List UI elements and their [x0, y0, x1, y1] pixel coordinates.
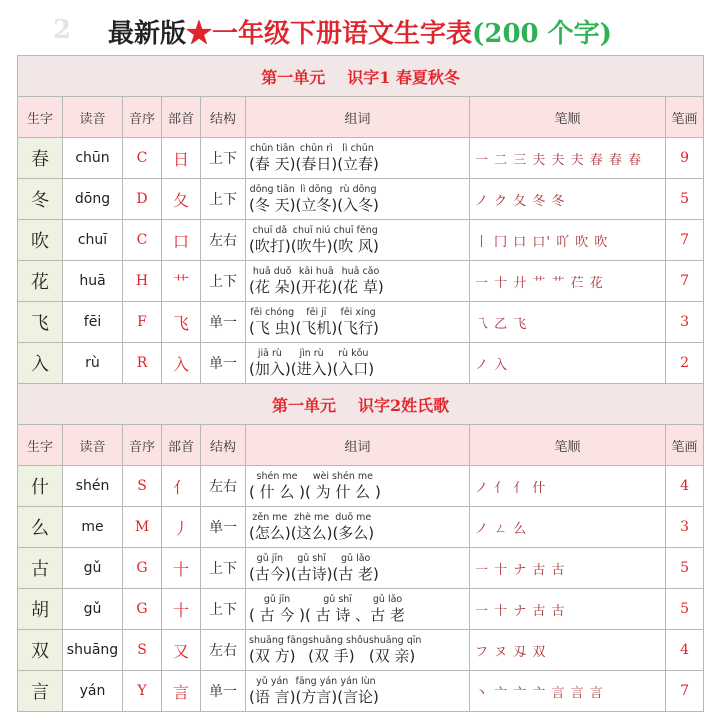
- star-icon: ★: [186, 19, 213, 49]
- cell-character: 双: [18, 630, 63, 671]
- cell-stroke-order: 一 十 ナ 古 古: [470, 589, 666, 630]
- column-header-row: [18, 425, 704, 466]
- cell-stroke-count: 5: [666, 548, 704, 589]
- word-item: [332, 553, 378, 583]
- table-row: [18, 302, 704, 343]
- word-item: [249, 594, 305, 624]
- word-text: (进入): [290, 360, 333, 378]
- cell-stroke-count: 7: [666, 220, 704, 261]
- word-item: [337, 676, 379, 706]
- word-text: ( 什 么 ): [249, 483, 306, 501]
- word-pinyin: chūn rì: [299, 143, 333, 154]
- word-text: (这么): [290, 524, 333, 542]
- word-pinyin: chūn tiān: [249, 143, 295, 154]
- cell-stroke-order: 一 二 三 夫 夫 夫 春 春 春: [470, 138, 666, 179]
- word-text: (入冬): [337, 196, 379, 214]
- word-pinyin: duō me: [335, 512, 372, 523]
- word-text: (古诗): [290, 565, 333, 583]
- unit-label: 第一单元: [271, 395, 336, 415]
- cell-pinyin: rù: [63, 343, 123, 384]
- cell-radical: 口: [162, 220, 201, 261]
- title-part-subject: 一年级下册语文生字表: [212, 19, 473, 49]
- table-row: [18, 343, 704, 384]
- col-header-seq: 音序: [123, 97, 162, 138]
- cell-words: [246, 261, 470, 302]
- cell-stroke-count: 7: [666, 671, 704, 712]
- cell-structure: 上下: [201, 261, 246, 302]
- cell-words: [246, 671, 470, 712]
- cell-pinyin: shén: [63, 466, 123, 507]
- word-pinyin: jiā rù: [257, 348, 282, 359]
- word-item: [369, 635, 422, 665]
- cell-character: 胡: [18, 589, 63, 630]
- word-item: [291, 553, 333, 583]
- cell-stroke-order: 丨 冂 口 口' 吖 吹 吹: [470, 220, 666, 261]
- word-pinyin: dōng tiān: [249, 184, 295, 195]
- word-item: [291, 348, 333, 378]
- cell-character: 飞: [18, 302, 63, 343]
- word-pinyin: lì dōng: [300, 184, 333, 195]
- word-pinyin: zhè me: [294, 512, 330, 523]
- cell-structure: 单一: [201, 343, 246, 384]
- left-margin: [0, 0, 17, 707]
- word-pinyin: rù dōng: [339, 184, 377, 195]
- table-row: [18, 507, 704, 548]
- col-header-words: 组词: [246, 97, 470, 138]
- word-item: [291, 512, 333, 542]
- word-pinyin: fēi jī: [306, 307, 327, 318]
- col-header-pinyin: 读音: [63, 97, 123, 138]
- cell-stroke-order: 一 十 ナ 古 古: [470, 548, 666, 589]
- cell-stroke-count: 7: [666, 261, 704, 302]
- word-pinyin: yán lùn: [340, 676, 376, 687]
- cell-pinyin: me: [63, 507, 123, 548]
- column-header-row: [18, 97, 704, 138]
- word-pinyin: yǔ yán: [256, 676, 289, 687]
- cell-radical: 言: [162, 671, 201, 712]
- word-text: (双 亲): [368, 647, 416, 665]
- cell-structure: 上下: [201, 548, 246, 589]
- cell-sequence-letter: M: [123, 507, 162, 548]
- col-header-structure: 结构: [201, 425, 246, 466]
- word-item: [337, 307, 379, 337]
- cell-structure: 单一: [201, 302, 246, 343]
- word-text: (花 草): [337, 278, 384, 296]
- word-pinyin: rù kǒu: [338, 348, 369, 359]
- word-item: [337, 184, 379, 214]
- cell-stroke-order: ノ 亻 亻 什: [470, 466, 666, 507]
- word-pinyin: chuī fēng: [333, 225, 378, 236]
- word-text: (言论): [337, 688, 379, 706]
- cell-structure: 左右: [201, 466, 246, 507]
- cell-radical: 飞: [162, 302, 201, 343]
- word-pinyin: huā duǒ: [252, 266, 292, 277]
- document-title: [17, 0, 703, 55]
- word-item: [337, 143, 379, 173]
- word-text: 古 老: [370, 606, 405, 624]
- word-text: (双 手): [308, 647, 355, 665]
- cell-sequence-letter: C: [123, 220, 162, 261]
- cell-pinyin: gǔ: [63, 589, 123, 630]
- cell-pinyin: gǔ: [63, 548, 123, 589]
- cell-stroke-order: 一 十 廾 艹 艹 芢 花: [470, 261, 666, 302]
- cell-character: 吹: [18, 220, 63, 261]
- cell-words: [246, 548, 470, 589]
- cell-sequence-letter: Y: [123, 671, 162, 712]
- word-text: (双 方): [249, 647, 296, 665]
- cell-sequence-letter: D: [123, 179, 162, 220]
- word-pinyin: kāi huā: [298, 266, 334, 277]
- col-header-radical: 部首: [162, 425, 201, 466]
- word-pinyin: gǔ jīn: [263, 594, 291, 605]
- cell-words: [246, 507, 470, 548]
- col-header-char: 生字: [18, 97, 63, 138]
- cell-structure: 上下: [201, 589, 246, 630]
- word-item: [249, 635, 308, 665]
- word-text: ( 为 什 么 ): [305, 483, 381, 501]
- cell-structure: 左右: [201, 220, 246, 261]
- word-item: [249, 225, 291, 255]
- page-number: 2: [53, 15, 72, 45]
- cell-character: 古: [18, 548, 63, 589]
- cell-structure: 上下: [201, 179, 246, 220]
- word-text: (方言): [295, 688, 338, 706]
- word-text: (飞机): [295, 319, 338, 337]
- table-row: [18, 466, 704, 507]
- cell-sequence-letter: H: [123, 261, 162, 302]
- cell-character: 春: [18, 138, 63, 179]
- title-part-version: 最新版: [108, 19, 187, 49]
- word-pinyin: chuī niú: [292, 225, 331, 236]
- col-header-seq: 音序: [123, 425, 162, 466]
- word-pinyin: shuāng qīn: [368, 635, 422, 646]
- word-item: [308, 635, 369, 665]
- word-text: (春 天): [249, 155, 296, 173]
- word-text: (古 老): [332, 565, 379, 583]
- word-item: [295, 266, 337, 296]
- cell-pinyin: huā: [63, 261, 123, 302]
- word-item: [249, 266, 295, 296]
- cell-stroke-order: ノ 入: [470, 343, 666, 384]
- word-pinyin: chuī dǎ: [252, 225, 288, 236]
- word-text: (怎么): [249, 524, 291, 542]
- word-pinyin: shuāng shǒu: [308, 635, 369, 646]
- word-text: (春日): [295, 155, 338, 173]
- word-pinyin: fēi xíng: [340, 307, 376, 318]
- cell-words: [246, 179, 470, 220]
- cell-pinyin: chūn: [63, 138, 123, 179]
- word-pinyin: huā cǎo: [341, 266, 380, 277]
- word-text: (多么): [332, 524, 375, 542]
- word-text: (开花): [295, 278, 338, 296]
- word-item: [249, 676, 295, 706]
- cell-structure: 左右: [201, 630, 246, 671]
- cell-stroke-count: 4: [666, 466, 704, 507]
- page-title: [108, 13, 612, 50]
- col-header-radical: 部首: [162, 97, 201, 138]
- cell-radical: 丿: [162, 507, 201, 548]
- cell-radical: 十: [162, 548, 201, 589]
- word-item: [295, 143, 337, 173]
- word-pinyin: shén me: [256, 471, 298, 482]
- word-item: [249, 471, 305, 501]
- cell-sequence-letter: F: [123, 302, 162, 343]
- word-item: [295, 184, 337, 214]
- word-item: [249, 348, 291, 378]
- word-text: (加入): [249, 360, 291, 378]
- cell-character: 什: [18, 466, 63, 507]
- word-item: [249, 512, 291, 542]
- cell-stroke-count: 9: [666, 138, 704, 179]
- col-header-words: 组词: [246, 425, 470, 466]
- word-pinyin: gǔ lǎo: [341, 553, 371, 564]
- word-item: [332, 348, 374, 378]
- word-text: (吹打): [249, 237, 291, 255]
- lesson-header-row: [18, 384, 704, 425]
- table-row: [18, 630, 704, 671]
- cell-words: [246, 343, 470, 384]
- word-text: (立春): [337, 155, 379, 173]
- cell-stroke-count: 5: [666, 589, 704, 630]
- cell-pinyin: shuāng: [63, 630, 123, 671]
- lesson-header-row: [18, 56, 704, 97]
- table-row: [18, 138, 704, 179]
- word-text: ( 古 今 ): [249, 606, 306, 624]
- cell-stroke-order: 乁 乙 飞: [470, 302, 666, 343]
- cell-radical: 日: [162, 138, 201, 179]
- word-text: (吹牛): [290, 237, 333, 255]
- word-item: [249, 184, 295, 214]
- table-row: [18, 261, 704, 302]
- cell-sequence-letter: R: [123, 343, 162, 384]
- cell-sequence-letter: G: [123, 589, 162, 630]
- col-header-char: 生字: [18, 425, 63, 466]
- cell-sequence-letter: S: [123, 466, 162, 507]
- word-text: (语 言): [249, 688, 296, 706]
- table-row: [18, 220, 704, 261]
- lesson-header: [18, 384, 704, 425]
- lesson-label: 识字1 春夏秋冬: [347, 67, 460, 87]
- word-text: (入口): [332, 360, 375, 378]
- cell-stroke-count: 4: [666, 630, 704, 671]
- word-pinyin: jìn rù: [299, 348, 324, 359]
- cell-radical: 十: [162, 589, 201, 630]
- word-pinyin: fēi chóng: [250, 307, 295, 318]
- word-text: (古今): [249, 565, 291, 583]
- cell-words: [246, 466, 470, 507]
- cell-sequence-letter: G: [123, 548, 162, 589]
- cell-stroke-count: 2: [666, 343, 704, 384]
- table-row: [18, 589, 704, 630]
- word-item: [370, 594, 405, 624]
- table-row: [18, 179, 704, 220]
- cell-character: 冬: [18, 179, 63, 220]
- word-text: (花 朵): [249, 278, 296, 296]
- word-pinyin: zěn me: [252, 512, 288, 523]
- col-header-strokes: 笔顺: [470, 97, 666, 138]
- cell-sequence-letter: C: [123, 138, 162, 179]
- cell-stroke-order: ノ ㄥ 么: [470, 507, 666, 548]
- word-text: (吹 风): [332, 237, 379, 255]
- cell-stroke-order: 丶 亠 亠 亠 言 言 言: [470, 671, 666, 712]
- word-pinyin: gǔ lǎo: [372, 594, 403, 605]
- word-text: (冬 天): [249, 196, 296, 214]
- word-item: [295, 676, 337, 706]
- cell-stroke-order: ノ ク 夂 冬 冬: [470, 179, 666, 220]
- cell-radical: 亻: [162, 466, 201, 507]
- cell-character: 么: [18, 507, 63, 548]
- col-header-pinyin: 读音: [63, 425, 123, 466]
- cell-radical: 夂: [162, 179, 201, 220]
- word-text: (飞行): [337, 319, 379, 337]
- word-pinyin: gǔ shī: [297, 553, 326, 564]
- unit-label: 第一单元: [261, 67, 326, 87]
- cell-character: 花: [18, 261, 63, 302]
- word-pinyin: fāng yán: [295, 676, 338, 687]
- word-pinyin: shuāng fāng: [249, 635, 309, 646]
- cell-stroke-order: フ ヌ 刄 双: [470, 630, 666, 671]
- word-item: [249, 553, 291, 583]
- word-item: [305, 471, 381, 501]
- word-pinyin: lì chūn: [342, 143, 374, 154]
- cell-words: [246, 630, 470, 671]
- word-item: [291, 225, 333, 255]
- word-item: [305, 594, 370, 624]
- title-part-count: (200 个字): [472, 19, 612, 49]
- cell-stroke-count: 3: [666, 302, 704, 343]
- word-text: ( 古 诗 、: [305, 606, 371, 624]
- lesson-header: [18, 56, 704, 97]
- character-table: [17, 55, 704, 712]
- word-text: (立冬): [295, 196, 338, 214]
- word-item: [332, 225, 378, 255]
- cell-character: 言: [18, 671, 63, 712]
- word-text: (飞 虫): [249, 319, 296, 337]
- cell-radical: 又: [162, 630, 201, 671]
- cell-pinyin: dōng: [63, 179, 123, 220]
- cell-stroke-count: 3: [666, 507, 704, 548]
- cell-pinyin: yán: [63, 671, 123, 712]
- word-pinyin: wèi shén me: [312, 471, 374, 482]
- col-header-strokes: 笔顺: [470, 425, 666, 466]
- col-header-count: 笔画: [666, 97, 704, 138]
- cell-radical: 入: [162, 343, 201, 384]
- lesson-label: 识字2姓氏歌: [357, 395, 450, 415]
- word-item: [249, 307, 295, 337]
- cell-structure: 单一: [201, 507, 246, 548]
- table-row: [18, 548, 704, 589]
- cell-stroke-count: 5: [666, 179, 704, 220]
- word-item: [249, 143, 295, 173]
- cell-structure: 单一: [201, 671, 246, 712]
- cell-pinyin: fēi: [63, 302, 123, 343]
- word-pinyin: gǔ shī: [323, 594, 352, 605]
- cell-words: [246, 138, 470, 179]
- word-pinyin: gǔ jīn: [256, 553, 284, 564]
- word-item: [332, 512, 374, 542]
- word-item: [295, 307, 337, 337]
- worksheet-page: [17, 0, 703, 707]
- cell-structure: 上下: [201, 138, 246, 179]
- table-row: [18, 671, 704, 712]
- cell-sequence-letter: S: [123, 630, 162, 671]
- cell-words: [246, 589, 470, 630]
- col-header-count: 笔画: [666, 425, 704, 466]
- cell-pinyin: chuī: [63, 220, 123, 261]
- col-header-structure: 结构: [201, 97, 246, 138]
- cell-character: 入: [18, 343, 63, 384]
- cell-radical: 艹: [162, 261, 201, 302]
- cell-words: [246, 302, 470, 343]
- word-item: [337, 266, 383, 296]
- cell-words: [246, 220, 470, 261]
